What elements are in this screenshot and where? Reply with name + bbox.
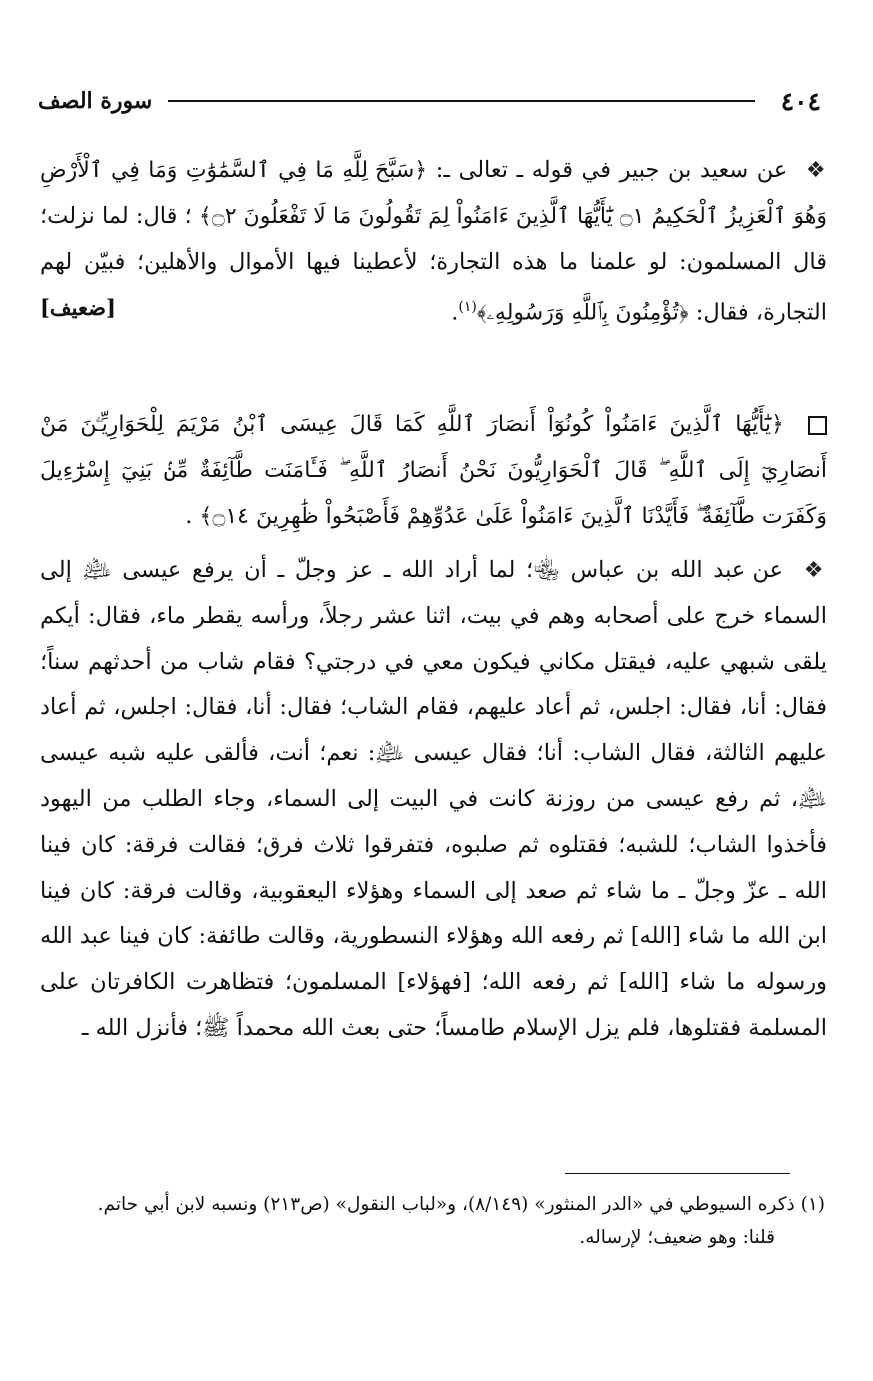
page-number: ٤٠٤ bbox=[780, 86, 821, 116]
hadith-grade: [ضعيف] bbox=[40, 295, 116, 321]
narration-said-bin-jubayr bbox=[40, 148, 827, 380]
surah-title: سورة الصف bbox=[38, 88, 153, 114]
quran-verse: ﴿سَبَّحَ لِلَّهِ مَا فِي ٱلسَّمَٰوَٰتِ وَمَا فِي ٱلْأَرْضِ وَهُوَ ٱلْعَزِيزُ ٱلْحَكِيمُ ۝١ يَٰٓأَيُّهَا ٱلَّذِينَ ءَامَنُواْ لِمَ تَقُولُونَ مَا لَا تَفْعَلُونَ ۝٢﴾ bbox=[40, 158, 827, 229]
narration-intro: عن سعيد بن جبير في قوله ـ تعالى ـ: bbox=[435, 157, 788, 183]
sentence-end: . bbox=[451, 299, 459, 326]
verse-end: . bbox=[185, 502, 193, 529]
square-bullet-icon bbox=[808, 416, 827, 435]
page-header bbox=[38, 84, 821, 118]
footnote-comment: قلنا: وهو ضعيف؛ لإرساله. bbox=[579, 1227, 775, 1248]
narration-text: ؛ قال: لما نزلت؛ قال المسلمون: لو علمنا ما هذه التجارة؛ لأعطينا فيها الأموال والأهلين؛ فبيّن لهم التجارة، فقال: bbox=[40, 202, 827, 326]
diamond-bullet-icon: ❖ bbox=[805, 158, 827, 183]
narration-body: عن عبد الله بن عباس ﵄؛ لما أراد الله ـ عز وجلّ ـ أن يرفع عيسى ﵇ إلى السماء خرج على أصحابه وهم في بيت، اثنا عشر رجلاً، ورأسه يقطر ماء، فقال: أيكم يلقى شبهي عليه، فيقتل مكاني فيكون معي في درجتي؟ فقام شاب من أحدثهم سناً؛ فقال: أنا، فقال: اجلس، ثم أعاد عليهم، فقام الشاب؛ فقال: أنا، فقال: اجلس، ثم أعاد عليهم الثالثة، فقال الشاب: أنا؛ فقال عيسى ﵇: نعم؛ أنت، فألقى عليه شبه عيسى ﵇، ثم رفع عيسى من روزنة كانت في البيت إلى السماء، وجاء الطلب من اليهود فأخذوا الشاب؛ للشبه؛ فقتلوه ثم صلبوه، فتفرقوا ثلاث فرق؛ فقالت فرقة: كان فينا الله ـ عزّ وجلّ ـ ما شاء ثم صعد إلى السماء وهؤلاء اليعقوبية، وقالت فرقة: كان فينا ابن الله ما شاء [الله] ثم رفعه الله وهؤلاء النسطورية، وقالت طائفة: كان فينا عبد الله ورسوله ما شاء [الله] ثم رفعه الله؛ [فهؤلاء] المسلمون؛ فتظاهرت الكافرتان على المسلمة فقتلوها، فلم يزل الإسلام طامساً؛ حتى بعث الله محمداً ﷺ؛ فأنزل الله ـ bbox=[40, 557, 827, 1041]
verse-block bbox=[40, 402, 827, 542]
header-rule bbox=[168, 100, 754, 102]
diamond-bullet-icon: ❖ bbox=[803, 558, 827, 583]
narration-ibn-abbas bbox=[40, 548, 827, 1138]
footnote-reference: (١) bbox=[458, 299, 477, 316]
footnote-1: (١) ذكره السيوطي في «الدر المنثور» (٨/١٤٩)، و«لباب النقول» (ص٢١٣) ونسبه لابن أبي حاتم. bbox=[97, 1194, 825, 1215]
quran-verse-14: ﴿يَٰٓأَيُّهَا ٱلَّذِينَ ءَامَنُواْ كُونُوٓاْ أَنصَارَ ٱللَّهِ كَمَا قَالَ عِيسَى ٱبْنُ مَرْيَمَ لِلْحَوَارِيِّـۧنَ مَنْ أَنصَارِيٓ إِلَى ٱللَّهِ ۖ قَالَ ٱلْحَوَارِيُّونَ نَحْنُ أَنصَارُ ٱللَّهِ ۖ فَـَٔامَنَت طَّآئِفَةٌ مِّنۢ بَنِيٓ إِسْرَٰٓءِيلَ وَكَفَرَت طَّآئِفَةٌ ۖ فَأَيَّدْنَا ٱلَّذِينَ ءَامَنُواْ عَلَىٰ عَدُوِّهِمْ فَأَصْبَحُواْ ظَٰهِرِينَ ۝١٤﴾ bbox=[40, 412, 827, 529]
footnote-separator bbox=[565, 1173, 790, 1174]
footnotes bbox=[40, 1188, 825, 1254]
quran-verse-second: ﴿تُؤْمِنُونَ بِٱللَّهِ وَرَسُولِهِۦ﴾ bbox=[476, 300, 689, 326]
